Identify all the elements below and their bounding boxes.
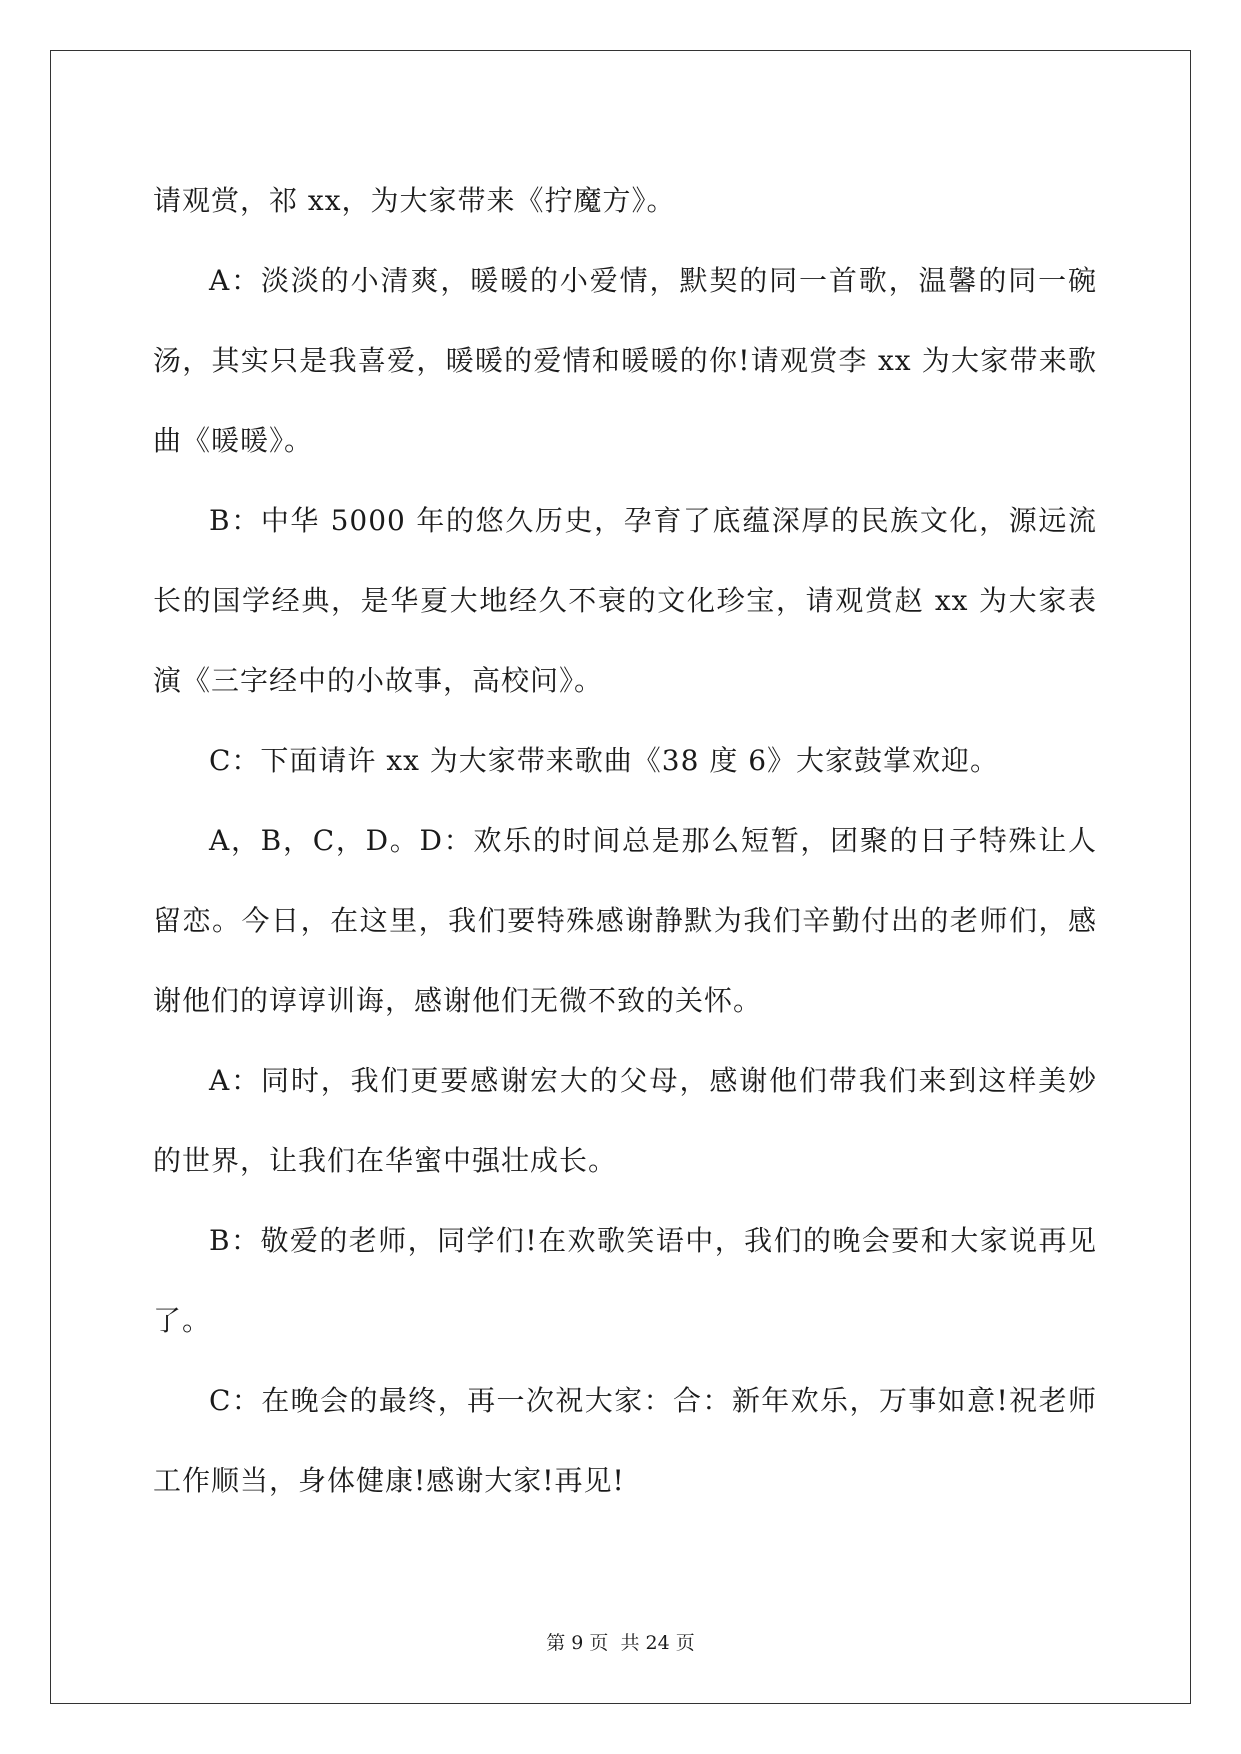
paragraph-3: B：中华 5000 年的悠久历史，孕育了底蕴深厚的民族文化，源远流长的国学经典，是华夏大地经久不衰的文化珍宝，请观赏赵 xx 为大家表演《三字经中的小故事，高校问》。 xyxy=(153,504,1097,697)
paragraph-7: B：敬爱的老师，同学们!在欢歌笑语中，我们的晚会要和大家说再见了。 xyxy=(153,1224,1097,1337)
document-body xyxy=(153,161,1097,1521)
paragraph-6: A：同时，我们更要感谢宏大的父母，感谢他们带我们来到这样美妙的世界，让我们在华蜜中强壮成长。 xyxy=(153,1064,1097,1177)
paragraph-5: A，B，C，D。D：欢乐的时间总是那么短暂，团聚的日子特殊让人留恋。今日，在这里，我们要特殊感谢静默为我们辛勤付出的老师们，感谢他们的谆谆训诲，感谢他们无微不致的关怀。 xyxy=(153,824,1097,1017)
paragraph-2: A：淡淡的小清爽，暖暖的小爱情，默契的同一首歌，温馨的同一碗汤，其实只是我喜爱，暖暖的爱情和暖暖的你!请观赏李 xx 为大家带来歌曲《暖暖》。 xyxy=(153,264,1097,457)
page-number: 第 9 页 xyxy=(546,1632,609,1654)
page-total: 共 24 页 xyxy=(620,1632,695,1654)
paragraph-8: C：在晚会的最终，再一次祝大家：合：新年欢乐，万事如意!祝老师工作顺当，身体健康!感谢大家!再见! xyxy=(153,1384,1097,1497)
page-footer xyxy=(0,1628,1241,1655)
paragraph-4: C：下面请许 xx 为大家带来歌曲《38 度 6》大家鼓掌欢迎。 xyxy=(209,744,1000,777)
paragraph-1: 请观赏，祁 xx，为大家带来《拧魔方》。 xyxy=(153,184,676,217)
